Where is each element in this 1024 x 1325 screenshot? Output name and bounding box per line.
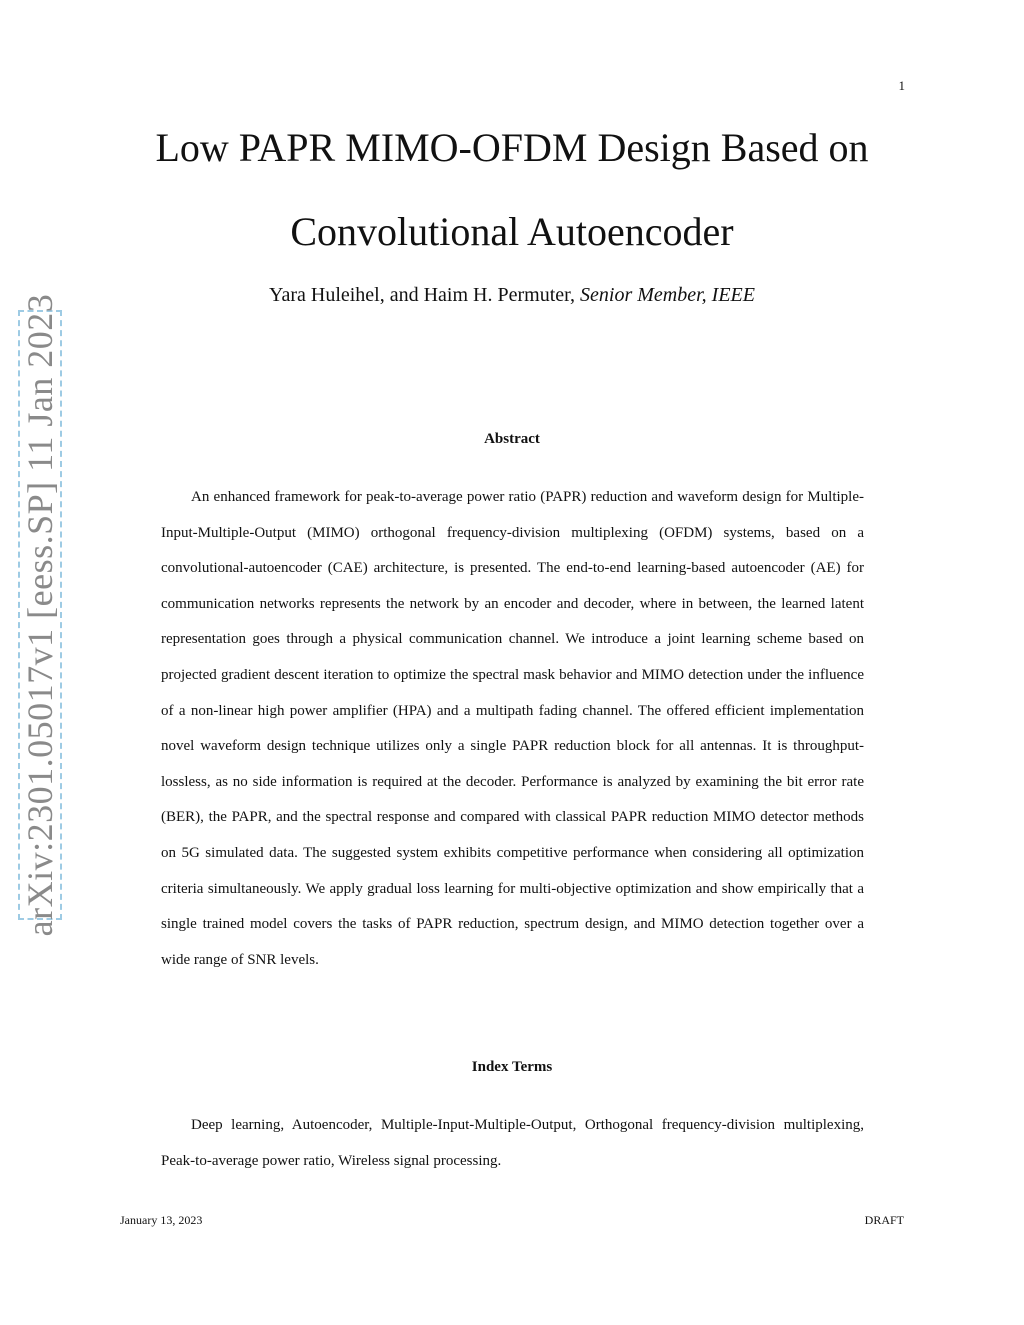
author-membership: Senior Member, IEEE (580, 284, 755, 306)
abstract-heading: Abstract (484, 431, 540, 447)
arxiv-identifier-stamp: arXiv:2301.05017v1 [eess.SP] 11 Jan 2023 (20, 293, 60, 937)
author-names: Yara Huleihel, and Haim H. Permuter, (269, 284, 576, 306)
abstract-text: An enhanced framework for peak-to-average power ratio (PAPR) reduction and waveform design for Multiple-Input-Multiple-Output (MIMO) orthogonal frequency-division multiplexing (OFDM) systems, based on a convolutional-autoencoder (CAE) architecture, is presented. The end-to-end learning-based autoencoder (AE) for communication networks represents the network by an encoder and decoder, where in between, the learned latent representation goes through a physical communication channel. We introduce a joint learning scheme based on projected gradient descent iteration to optimize the spectral mask behavior and MIMO detection under the influence of a non-linear high power amplifier (HPA) and a multipath fading channel. The offered efficient implementation novel waveform design technique utilizes only a single PAPR reduction block for all antennas. It is throughput-lossless, as no side information is required at the decoder. Performance is analyzed by examining the bit error rate (BER), the PAPR, and the spectral response and compared with classical PAPR reduction MIMO detector methods on 5G simulated data. The suggested system exhibits competitive performance when considering all optimization criteria simultaneously. We apply gradual loss learning for multi-objective optimization and show empirically that a single trained model covers the tasks of PAPR reduction, spectrum design, and MIMO detection together over a wide range of SNR levels. (161, 489, 864, 968)
footer-date: January 13, 2023 (120, 1213, 203, 1227)
index-terms-heading: Index Terms (471, 1059, 553, 1075)
paper-title: Low PAPR MIMO-OFDM Design Based on Convolutional Autoencoder (155, 125, 869, 254)
page-number: 1 (898, 78, 905, 93)
author-line (100, 284, 924, 307)
index-terms-text: Deep learning, Autoencoder, Multiple-Input-Multiple-Output, Orthogonal frequency-division multiplexing, Peak-to-average power ratio, Wireless signal processing. (161, 1117, 864, 1169)
footer-draft-label: DRAFT (864, 1213, 904, 1227)
